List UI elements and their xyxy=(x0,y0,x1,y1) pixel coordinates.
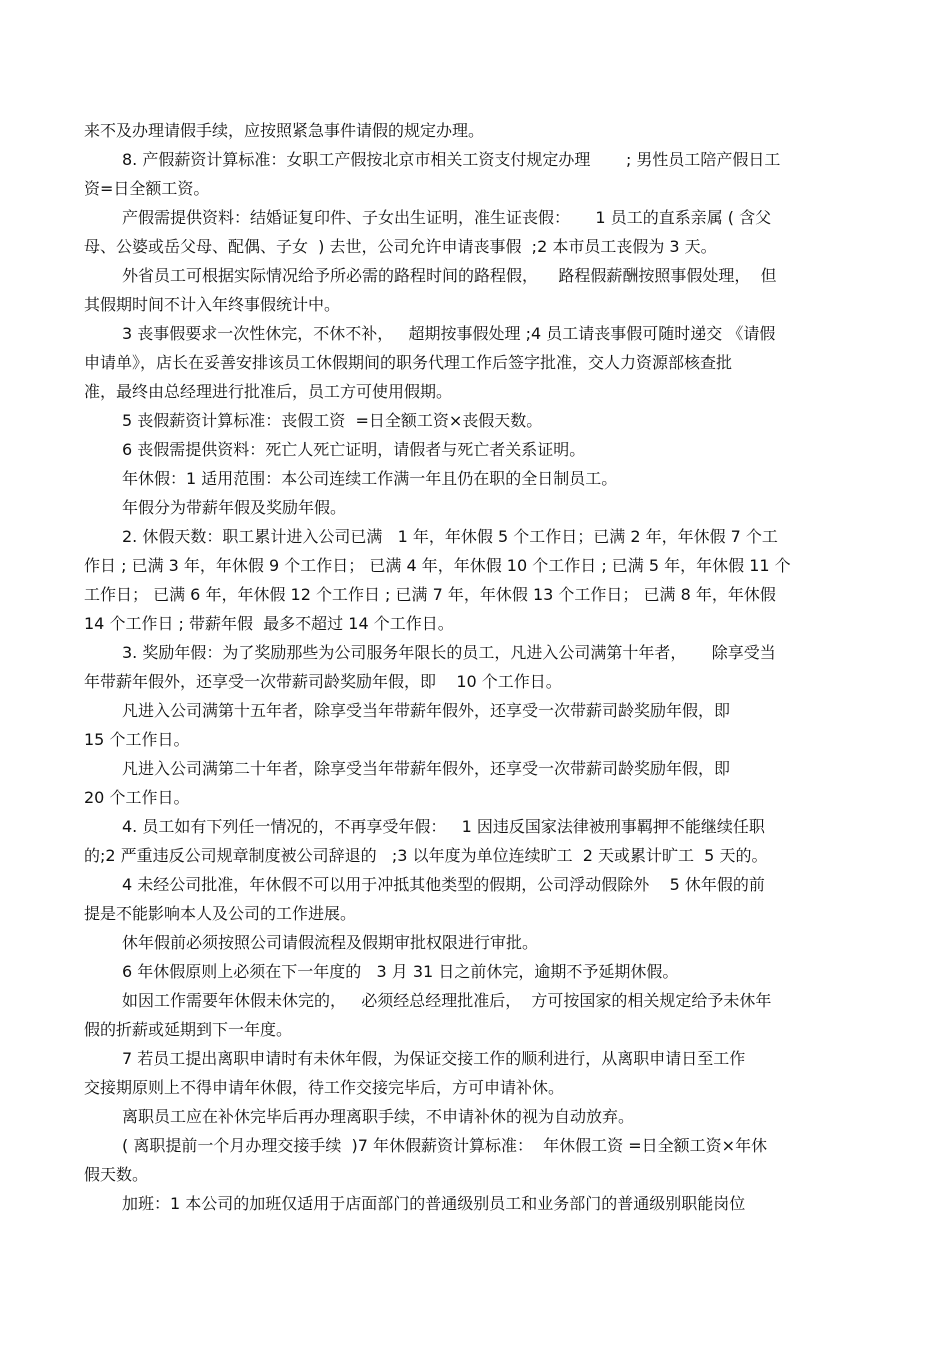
text-line: 年带薪年假外，还享受一次带薪司龄奖励年假，即 10 个工作日。 xyxy=(84,672,562,691)
text-line: 加班：1 本公司的加班仅适用于店面部门的普通级别员工和业务部门的普通级别职能岗位 xyxy=(122,1194,746,1213)
text-line: 如因工作需要年休假未休完的， 必须经总经理批准后， 方可按国家的相关规定给予未休年 xyxy=(122,991,772,1010)
text-line: 6 丧假需提供资料：死亡人死亡证明，请假者与死亡者关系证明。 xyxy=(122,440,586,459)
text-line: 8. 产假薪资计算标准：女职工产假按北京市相关工资支付规定办理 ; 男性员工陪产假日工 xyxy=(122,150,781,169)
text-line: 2. 休假天数：职工累计进入公司已满 1 年，年休假 5 个工作日；已满 2 年，年休假 7 个工 xyxy=(122,527,778,546)
text-line: 母、公婆或岳父母、配偶、子女 ) 去世，公司允许申请丧事假 ;2 本市员工丧假为 3 天。 xyxy=(84,237,717,256)
text-line: 假天数。 xyxy=(84,1165,149,1184)
text-line: 年假分为带薪年假及奖励年假。 xyxy=(122,498,347,517)
text-line: 作日 ; 已满 3 年，年休假 9 个工作日； 已满 4 年，年休假 10 个工作日 ; 已满 5 年，年休假 11 个 xyxy=(84,556,791,575)
text-line: 3. 奖励年假：为了奖励那些为公司服务年限长的员工，凡进入公司满第十年者， 除享受当 xyxy=(122,643,776,662)
text-line: 4 未经公司批准，年休假不可以用于冲抵其他类型的假期，公司浮动假除外 5 休年假的前 xyxy=(122,875,765,894)
text-line: 资=日全额工资。 xyxy=(84,179,210,198)
text-line: 假的折薪或延期到下一年度。 xyxy=(84,1020,293,1039)
text-line: 15 个工作日。 xyxy=(84,730,190,749)
text-line: 提是不能影响本人及公司的工作进展。 xyxy=(84,904,357,923)
text-line: 申请单》，店长在妥善安排该员工休假期间的职务代理工作后签字批准，交人力资源部核查批 xyxy=(84,353,733,372)
text-line: 休年假前必须按照公司请假流程及假期审批权限进行审批。 xyxy=(122,933,539,952)
text-line: 5 丧假薪资计算标准：丧假工资 =日全额工资×丧假天数。 xyxy=(122,411,543,430)
text-line: 产假需提供资料：结婚证复印件、子女出生证明，准生证丧假： 1 员工的直系亲属 ( 含父 xyxy=(122,208,772,227)
text-line: 14 个工作日 ; 带薪年假 最多不超过 14 个工作日。 xyxy=(84,614,454,633)
text-line: 凡进入公司满第十五年者，除享受当年带薪年假外，还享受一次带薪司龄奖励年假，即 xyxy=(122,701,731,720)
text-line: 外省员工可根据实际情况给予所必需的路程时间的路程假， 路程假薪酬按照事假处理， 但 xyxy=(122,266,777,285)
text-line: ( 离职提前一个月办理交接手续 )7 年休假薪资计算标准： 年休假工资 =日全额工资×年休 xyxy=(122,1136,768,1155)
text-line: 年休假：1 适用范围：本公司连续工作满一年且仍在职的全日制员工。 xyxy=(122,469,618,488)
text-line: 6 年休假原则上必须在下一年度的 3 月 31 日之前休完，逾期不予延期休假。 xyxy=(122,962,679,981)
text-line: 交接期原则上不得申请年休假，待工作交接完毕后，方可申请补休。 xyxy=(84,1078,565,1097)
text-line: 来不及办理请假手续，应按照紧急事件请假的规定办理。 xyxy=(84,121,485,140)
text-line: 7 若员工提出离职申请时有未休年假，为保证交接工作的顺利进行，从离职申请日至工作 xyxy=(122,1049,746,1068)
text-line: 的;2 严重违反公司规章制度被公司辞退的 ;3 以年度为单位连续旷工 2 天或累计旷工 5 天的。 xyxy=(84,846,768,865)
document-body xyxy=(84,116,866,1218)
text-line: 凡进入公司满第二十年者，除享受当年带薪年假外，还享受一次带薪司龄奖励年假，即 xyxy=(122,759,731,778)
text-line: 4. 员工如有下列任一情况的，不再享受年假： 1 因违反国家法律被刑事羁押不能继续任职 xyxy=(122,817,765,836)
text-line: 3 丧事假要求一次性休完，不休不补， 超期按事假处理 ;4 员工请丧事假可随时递交 《请假 xyxy=(122,324,776,343)
text-line: 准，最终由总经理进行批准后，员工方可使用假期。 xyxy=(84,382,453,401)
text-line: 其假期时间不计入年终事假统计中。 xyxy=(84,295,341,314)
text-line: 工作日； 已满 6 年，年休假 12 个工作日 ; 已满 7 年，年休假 13 个工作日； 已满 8 年，年休假 xyxy=(84,585,776,604)
text-line: 离职员工应在补休完毕后再办理离职手续，不申请补休的视为自动放弃。 xyxy=(122,1107,635,1126)
text-line: 20 个工作日。 xyxy=(84,788,190,807)
